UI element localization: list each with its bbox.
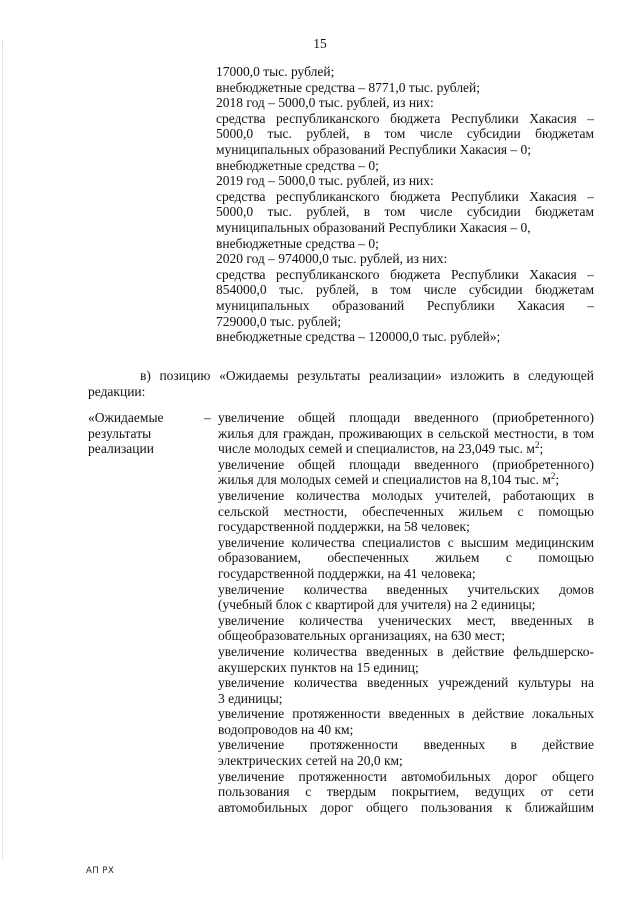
outcome-line: увеличение общей площади введенного (приобретенного) (218, 410, 594, 425)
outcome-item (218, 488, 594, 535)
funding-line: внебюджетные средства – 8771,0 тыс. рублей; (216, 79, 481, 95)
outcome-line: увеличение количества введенных в действие фельдшерско- (218, 643, 594, 659)
outcome-item (218, 769, 594, 816)
funding-line: средства республиканского бюджета Республики Хакасия – (216, 110, 594, 126)
outcome-line: увеличение количества молодых учителей, работающих в (218, 487, 594, 503)
outcomes-label-line: «Ожидаемые (88, 410, 164, 425)
outcome-line: государственной поддержки, на 58 человек; (218, 519, 470, 535)
funding-line: 5000,0 тыс. рублей, в том числе субсидии бюджетам (216, 204, 594, 220)
outcome-text: числе молодых семей и специалистов, на 23,049 тыс. м (218, 441, 535, 457)
outcome-item (218, 737, 594, 768)
funding-line: 2018 год – 5000,0 тыс. рублей, из них: (216, 95, 434, 111)
funding-line: 854000,0 тыс. рублей, в том числе субсидии бюджетам (216, 282, 594, 298)
outcome-item (218, 675, 594, 706)
funding-line: внебюджетные средства – 120000,0 тыс. рублей»; (216, 329, 501, 345)
page-number: 15 (313, 36, 327, 51)
outcome-item (218, 644, 594, 675)
superscript: 2 (550, 471, 556, 482)
outcome-item (218, 457, 594, 488)
funding-line: внебюджетные средства – 0; (216, 235, 379, 251)
outcome-line: сельской местности, обеспеченных жильем с помощью (218, 503, 594, 519)
outcome-tail: ; (539, 441, 544, 457)
outcome-item (218, 706, 594, 737)
outcome-tail: ; (555, 472, 560, 488)
outcome-line (218, 472, 594, 488)
outcome-line: электрических сетей на 20,0 км; (218, 753, 403, 769)
funding-line: муниципальных образований Республики Хакасия – 0, (216, 219, 531, 235)
section-intro (88, 368, 594, 399)
superscript: 2 (534, 440, 540, 451)
outcome-line: жилья для граждан, проживающих в сельской местности, в том (218, 425, 594, 441)
outcomes-dash: – (204, 410, 211, 425)
outcome-line: автомобильных дорог общего пользования к ближайшим (218, 799, 594, 815)
outcome-line: увеличение количества ученических мест, введенных в (218, 612, 594, 628)
outcome-line: общеобразовательных организациях, на 630 мест; (218, 628, 506, 644)
outcome-line: увеличение протяженности введенных в действие локальных (218, 706, 594, 722)
outcome-line: увеличение количества введенных учительских домов (218, 581, 594, 597)
outcome-item (218, 535, 594, 582)
outcome-line: образованием, обеспеченных жильем с помощью (218, 550, 594, 566)
outcome-line: увеличение количества специалистов с высшим медицинским (218, 534, 594, 550)
outcome-item (218, 410, 594, 457)
outcome-line: 3 единицы; (218, 690, 283, 706)
outcomes-label-line: результаты (88, 425, 152, 441)
funding-line: средства республиканского бюджета Республики Хакасия – (216, 188, 594, 204)
funding-line: 2019 год – 5000,0 тыс. рублей, из них: (216, 173, 434, 189)
funding-line: 2020 год – 974000,0 тыс. рублей, из них: (216, 251, 448, 267)
funding-line: 17000,0 тыс. рублей; (216, 64, 335, 79)
funding-line: внебюджетные средства – 0; (216, 157, 379, 173)
funding-line: муниципальных образований Республики Хакасия – (216, 297, 594, 313)
outcome-line: государственной поддержки, на 41 человека; (218, 565, 476, 581)
funding-line: муниципальных образований Республики Хакасия – 0; (216, 141, 532, 157)
outcome-line: пользования с твердым покрытием, ведущих от сети (218, 784, 594, 800)
funding-line: 729000,0 тыс. рублей; (216, 313, 342, 329)
funding-line: 5000,0 тыс. рублей, в том числе субсидии бюджетам (216, 126, 594, 142)
outcome-line: увеличение протяженности введенных в действие (218, 737, 594, 753)
outcome-line: увеличение общей площади введенного (приобретенного) (218, 456, 594, 472)
outcome-line: увеличение количества введенных учреждений культуры на (218, 675, 594, 691)
outcome-line: (учебный блок с квартирой для учителя) на 2 единицы; (218, 597, 536, 613)
funding-line: средства республиканского бюджета Республики Хакасия – (216, 266, 594, 282)
outcome-item (218, 613, 594, 644)
outcome-line (218, 441, 594, 457)
outcome-line: акушерских пунктов на 15 единиц; (218, 659, 419, 675)
section-intro-line: редакции: (88, 383, 146, 399)
scan-margin-artifact (2, 40, 5, 860)
outcome-line: увеличение протяженности автомобильных дорог общего (218, 768, 594, 784)
footer-code: АП РХ (86, 866, 115, 876)
outcomes-list (218, 410, 594, 815)
outcome-text: жилья для молодых семей и специалистов на 8,104 тыс. м (218, 472, 551, 488)
funding-block (216, 64, 594, 345)
outcomes-label (88, 410, 198, 457)
section-intro-line: в) позицию «Ожидаемы результаты реализации» изложить в следующей (140, 368, 594, 383)
outcomes-label-line: реализации (88, 441, 154, 457)
outcome-item (218, 582, 594, 613)
outcome-line: водопроводов на 40 км; (218, 721, 354, 737)
